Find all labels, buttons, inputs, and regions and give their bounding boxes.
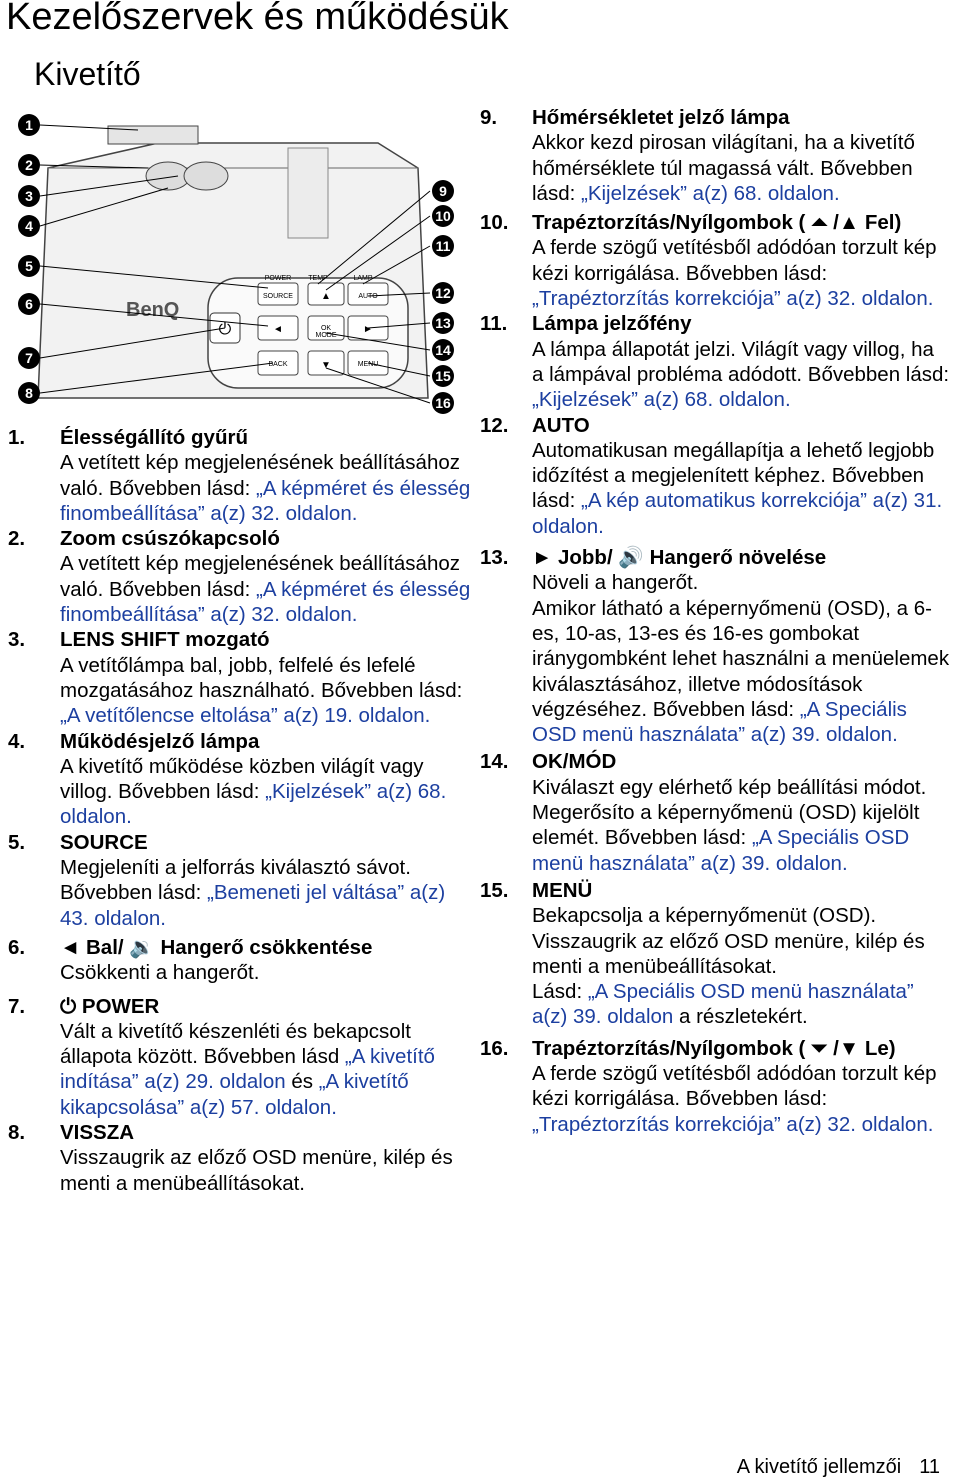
callout-15: 15 [432,365,454,387]
brand-logo: BenQ [126,299,180,321]
item-13: 13. ► Jobb/ 🔊 Hangerő növelése Növeli a hangerőt. Amikor látható a képernyőmenü (OSD), a 6-es, 10-as, 13-es és 16-es gombokat iránygombként lehet használni a menüelemek kiválasztásához, illetve módosítások végzéséhez. Bővebben lásd: „A Speciális OSD menü használata” a(z) 39. oldalon. [480,546,950,747]
callout-4: 4 [18,215,40,237]
link-item-16[interactable]: „Trapéztorzítás korrekciója” a(z) 32. oldalon. [532,1112,934,1136]
right-column [480,105,950,1137]
svg-text:AUTO: AUTO [358,293,378,300]
link-item-14[interactable]: „A Speciális OSD menü használata” a(z) 39. oldalon. [532,826,910,875]
svg-text:SOURCE: SOURCE [263,293,293,300]
svg-text:►: ► [363,324,373,335]
item-11: 11. Lámpa jelzőfény A lámpa állapotát jelzi. Világít vagy villog, ha a lámpával probléma adódott. Bővebben lásd: „Kijelzések” a(z) 68. oldalon. [480,312,950,412]
svg-text:◄: ◄ [273,324,283,335]
callout-1: 1 [18,114,40,136]
callout-13: 13 [432,312,454,334]
svg-text:POWER: POWER [264,275,292,282]
callout-3: 3 [18,185,40,207]
item-3: 3. LENS SHIFT mozgató A vetítőlámpa bal, jobb, felfelé és lefelé mozgatásához használható. Bővebben lásd: „A vetítőlencse eltolása” a(z) 19. oldalon. [8,628,463,728]
callout-7: 7 [18,347,40,369]
callout-12: 12 [432,282,454,304]
item-15: 15. MENÜ Bekapcsolja a képernyőmenüt (OSD). Visszaugrik az előző OSD menüre, kilép és menti a menübeállításokat. Lásd: „A Speciális OSD menü használata” a(z) 39. oldalon a részletekért. [480,878,925,1029]
svg-text:⏻: ⏻ [218,321,232,338]
page-number: 11 [919,1456,940,1478]
callout-6: 6 [18,293,40,315]
link-item-13[interactable]: „A Speciális OSD menü használata” a(z) 39. oldalon. [532,697,907,747]
link-item-9[interactable]: „Kijelzések” a(z) 68. oldalon. [581,181,840,205]
item-5: 5. SOURCE Megjeleníti a jelforrás kiválasztó sávot. Bővebben lásd: „Bemeneti jel váltása” a(z) 43. oldalon. [8,830,446,930]
page-footer [719,1456,940,1479]
item-6: 6. ◄ Bal/ 🔉 Hangerő csökkentése Csökkenti a hangerőt. [8,935,373,985]
item-9: 9. Hőmérsékletet jelző lámpa Akkor kezd pirosan világítani, ha a kivetítő hőmérséklete túl magassá vált. Bővebben lásd: „Kijelzések” a(z) 68. oldalon. [480,106,915,205]
svg-text:OK: OK [320,325,332,332]
link-item-10[interactable]: „Trapéztorzítás korrekciója” a(z) 32. oldalon. [532,287,934,311]
item-10: 10. Trapéztorzítás/Nyílgombok ( ⏶ /▲ Fel) A ferde szögű vetítésből adódóan torzult kép kézi korrigálása. Bővebben lásd: „Trapéztorzítás korrekciója” a(z) 32. oldalon. [480,211,937,311]
link-item-12[interactable]: „A kép automatikus korrekciója” a(z) 31. oldalon. [532,489,943,538]
link-item-2[interactable]: „A képméret és élesség finombeállítása” a(z) 32. oldalon. [60,577,471,627]
svg-text:▲: ▲ [321,291,331,302]
link-item-3[interactable]: „A vetítőlencse eltolása” a(z) 19. oldalon. [60,704,431,728]
item-16: 16. Trapéztorzítás/Nyílgombok ( ⏷ /▼ Le) A ferde szögű vetítésből adódóan torzult kép kézi korrigálása. Bővebben lásd: „Trapéztorzítás korrekciója” a(z) 32. oldalon. [480,1036,937,1136]
callout-11: 11 [432,235,454,257]
svg-text:MENU: MENU [357,361,379,368]
item-14: 14. OK/MÓD Kiválaszt egy elérhető kép beállítási módot. Megerősíto a képernyőmenü (OSD) kijelölt elemét. Bővebben lásd: „A Speciális OSD menü használata” a(z) 39. oldalon. [480,750,927,875]
svg-text:BACK: BACK [268,361,288,368]
svg-text:MODE: MODE [315,332,337,339]
svg-text:▼: ▼ [321,360,331,371]
callout-2: 2 [18,154,40,176]
section-title: Kivetítő [34,56,141,92]
link-item-7b[interactable]: „A kivetítő kikapcsolása” a(z) 57. oldalon. [60,1070,409,1119]
projector-illustration [18,108,468,418]
item-7: 7. ⏻ POWER Vált a kivetítő készenléti és bekapcsolt állapota között. Bővebben lásd „A kivetítő indítása” a(z) 29. oldalon és „A kivetítő kikapcsolása” a(z) 57. oldalon. [8,994,435,1119]
callout-14: 14 [432,339,454,361]
link-item-5[interactable]: „Bemeneti jel váltása” a(z) 43. oldalon. [60,881,446,930]
item-1: 1. Élességállító gyűrű A vetített kép megjelenésének beállításához való. Bővebben lásd: „A képméret és élesség finombeállítása” a(z) 32. oldalon. [8,426,471,525]
footer-text: A kivetítő jellemzői [736,1456,902,1478]
item-4: 4. Működésjelző lámpa A kivetítő működése közben világít vagy villog. Bővebben lásd: „Kijelzések” a(z) 68. oldalon. [8,729,447,829]
callout-9: 9 [432,180,454,202]
callout-8: 8 [18,382,40,404]
link-item-7a[interactable]: „A kivetítő indítása” a(z) 29. oldalon [60,1045,435,1094]
link-item-1[interactable]: „A képméret és élesség finombeállítása” a(z) 32. oldalon. [60,476,471,525]
svg-text:LAMP: LAMP [353,275,373,282]
link-item-4[interactable]: „Kijelzések” a(z) 68. oldalon. [60,780,447,829]
callout-5: 5 [18,255,40,277]
link-item-15[interactable]: „A Speciális OSD menü használata” a(z) 39. oldalon [532,980,914,1029]
item-12: 12. AUTO Automatikusan megállapítja a lehető legjobb időzítést a megjelenített képhez. Bővebben lásd: „A kép automatikus korrekciója” a(z) 31. oldalon. [480,413,943,538]
link-item-11[interactable]: „Kijelzések” a(z) 68. oldalon. [532,388,791,412]
item-8: 8. VISSZA Visszaugrik az előző OSD menüre, kilép és menti a menübeállításokat. [8,1121,453,1195]
item-2: 2. Zoom csúszókapcsoló A vetített kép megjelenésének beállításához való. Bővebben lásd: „A képméret és élesség finombeállítása” a(z) 32. oldalon. [8,527,471,627]
callout-10: 10 [432,205,454,227]
page-title: Kezelőszervek és működésük [6,0,509,38]
projector-diagram [18,108,468,418]
svg-text:TEMP: TEMP [308,275,328,282]
left-column [8,425,478,1196]
callout-16: 16 [432,392,454,414]
